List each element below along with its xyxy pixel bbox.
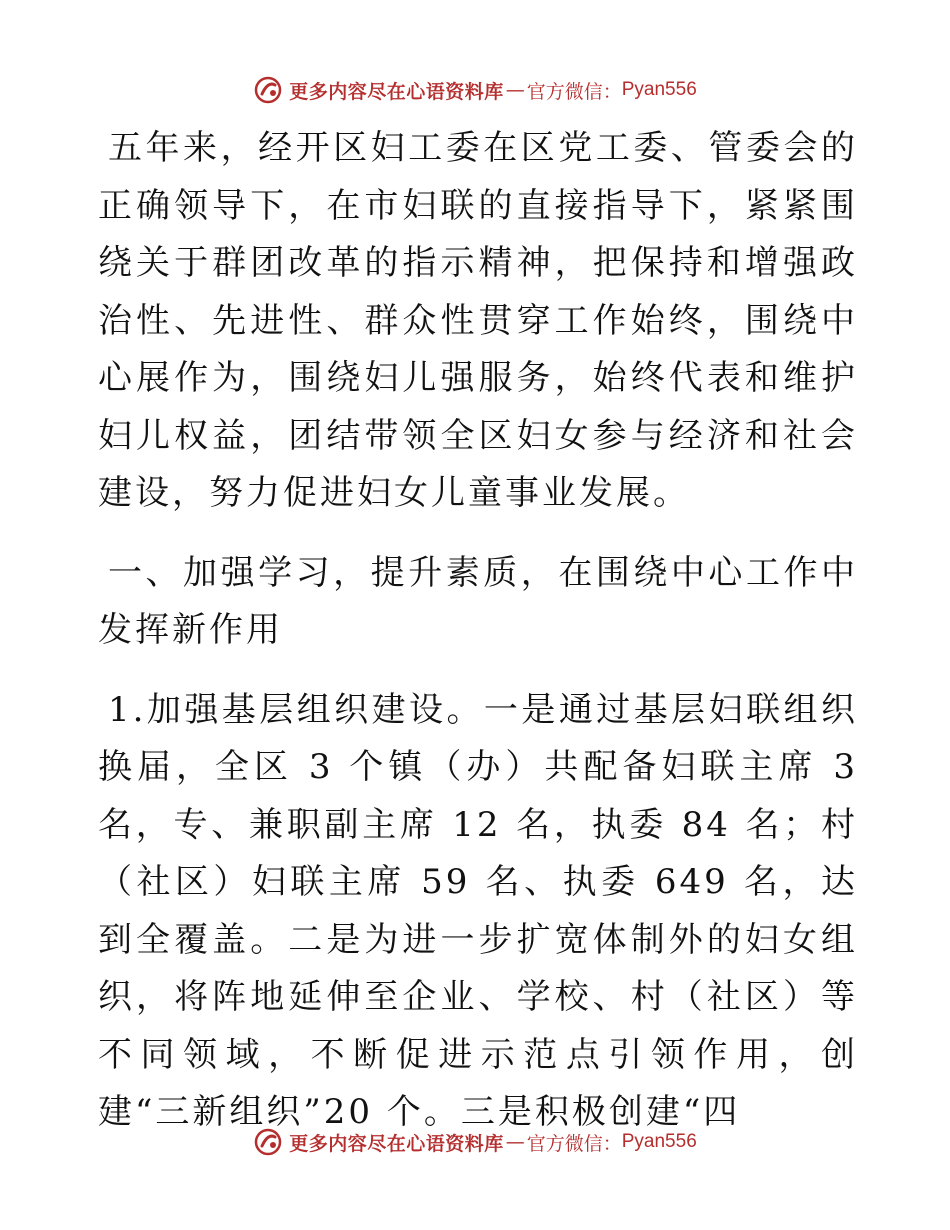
watermark-wechat-id: Pyan556 [621, 79, 697, 100]
watermark-wechat-label: 官方微信： [526, 1132, 622, 1155]
watermark-wechat-label: 官方微信： [526, 80, 622, 103]
watermark-separator: — [505, 79, 525, 101]
footer-watermark [0, 1122, 950, 1162]
watermark-brand: 更多内容尽在心语资料库 [289, 80, 504, 103]
watermark-wechat-id: Pyan556 [621, 1131, 697, 1152]
intro-paragraph: 五年来，经开区妇工委在区党工委、管委会的正确领导下，在市妇联的直接指导下，紧紧围绕关于群团改革的指示精神，把保持和增强政治性、先进性、群众性贯穿工作始终，围绕中心展作为，围绕妇儿强服务，始终代表和维护妇儿权益，团结带领全区妇女参与经济和社会建设，努力促进妇女儿童事业发展。 [98, 128, 858, 513]
red-circular-logo-icon [253, 75, 283, 105]
watermark-separator: — [505, 1131, 525, 1153]
red-circular-logo-icon [253, 1127, 283, 1157]
watermark-brand: 更多内容尽在心语资料库 [289, 1132, 504, 1155]
item-paragraph: 1.加强基层组织建设。一是通过基层妇联组织换届，全区 3 个镇（办）共配备妇联主席 3 名，专、兼职副主席 12 名，执委 84 名；村（社区）妇联主席 59 名、执委 649 名，达到全覆盖。二是为进一步扩宽体制外的妇女组织，将阵地延伸至企业、学校、村（社区）等不同领域，不断促进示范点引领作用，创建“三新组织”20 个。三是积极创建“四 [98, 689, 858, 1132]
header-watermark [0, 70, 950, 110]
section-heading: 一、加强学习，提升素质，在围绕中心工作中发挥新作用 [98, 552, 858, 650]
document-body [98, 120, 858, 1142]
